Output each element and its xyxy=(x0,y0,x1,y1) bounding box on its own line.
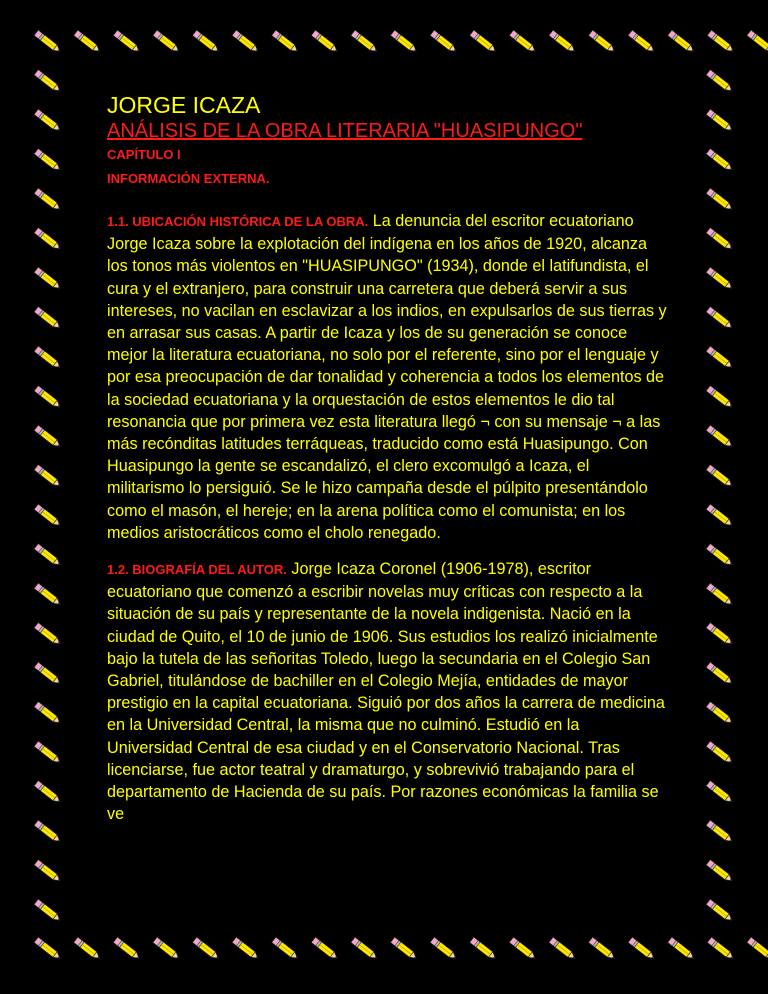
pencil-icon xyxy=(272,30,300,54)
pencil-icon xyxy=(706,820,734,844)
pencil-icon xyxy=(706,346,734,370)
pencil-icon xyxy=(34,307,62,331)
pencil-icon xyxy=(549,30,577,54)
pencil-icon xyxy=(74,30,102,54)
pencil-icon xyxy=(706,149,734,173)
pencil-icon xyxy=(706,425,734,449)
pencil-icon xyxy=(706,188,734,212)
pencil-icon xyxy=(706,228,734,252)
pencil-icon xyxy=(34,544,62,568)
pencil-icon xyxy=(34,30,62,54)
pencil-icon xyxy=(706,662,734,686)
pencil-icon xyxy=(34,386,62,410)
pencil-icon xyxy=(706,583,734,607)
pencil-icon xyxy=(34,188,62,212)
paragraph-heading: 1.1. UBICACIÓN HISTÓRICA DE LA OBRA. xyxy=(107,214,369,229)
pencil-icon xyxy=(34,504,62,528)
pencil-icon xyxy=(707,30,735,54)
pencil-icon xyxy=(351,937,379,961)
pencil-icon xyxy=(706,109,734,133)
pencil-icon xyxy=(34,662,62,686)
pencil-icon xyxy=(706,386,734,410)
pencil-icon xyxy=(34,149,62,173)
pencil-icon xyxy=(34,228,62,252)
pencil-icon xyxy=(390,30,418,54)
pencil-icon xyxy=(706,504,734,528)
pencil-icon xyxy=(706,860,734,884)
pencil-icon xyxy=(430,937,458,961)
pencil-icon xyxy=(628,30,656,54)
paragraph-heading: 1.2. BIOGRAFÍA DEL AUTOR. xyxy=(107,562,287,578)
pencil-icon xyxy=(706,623,734,647)
pencil-icon xyxy=(232,937,260,961)
pencil-icon xyxy=(470,30,498,54)
pencil-icon xyxy=(706,267,734,291)
pencil-icon xyxy=(390,937,418,961)
paragraph-ubicacion xyxy=(107,210,667,544)
pencil-icon xyxy=(34,425,62,449)
section-heading: INFORMACIÓN EXTERNA. xyxy=(107,171,270,186)
pencil-icon xyxy=(34,109,62,133)
pencil-icon xyxy=(509,30,537,54)
pencil-icon xyxy=(34,346,62,370)
pencil-icon xyxy=(113,937,141,961)
pencil-icon xyxy=(34,781,62,805)
pencil-icon xyxy=(34,899,62,923)
document-subtitle: ANÁLISIS DE LA OBRA LITERARIA "HUASIPUNGO" xyxy=(107,120,583,142)
pencil-icon xyxy=(706,465,734,489)
pencil-icon xyxy=(706,781,734,805)
paragraph-text: Jorge Icaza Coronel (1906-1978), escritor ecuatoriano que comenzó a escribir novelas muy críticas con respecto a la situación de su país y representante de la novela indigenista. Nació en la ciudad de Quito, el 10 de junio de 1906. Sus estudios los realizó inicialmente bajo la tutela de las señoritas Toledo, luego la secundaria en el Colegio San Gabriel, titulándose de bachiller en el Colegio Mejía, entidades de mayor prestigio en la capital ecuatoriana. Siguió por dos años la carrera de medicina en la Universidad Central, la misma que no culminó. Estudió en la Universidad Central de esa ciudad y en el Conservatorio Nacional. Tras licenciarse, fue actor teatral y dramaturgo, y sobrevivió trabajando para el departamento de Hacienda de su país. Por razones económicas la familia se ve xyxy=(107,560,665,824)
pencil-icon xyxy=(34,583,62,607)
pencil-icon xyxy=(232,30,260,54)
pencil-icon xyxy=(628,937,656,961)
pencil-icon xyxy=(192,30,220,54)
pencil-icon xyxy=(588,30,616,54)
pencil-icon xyxy=(34,860,62,884)
pencil-icon xyxy=(706,741,734,765)
pencil-icon xyxy=(706,702,734,726)
pencil-icon xyxy=(192,937,220,961)
pencil-icon xyxy=(34,623,62,647)
pencil-icon xyxy=(706,544,734,568)
pencil-icon xyxy=(34,702,62,726)
pencil-icon xyxy=(707,937,735,961)
pencil-icon xyxy=(272,937,300,961)
pencil-icon xyxy=(351,30,379,54)
pencil-icon xyxy=(706,70,734,94)
pencil-icon xyxy=(74,937,102,961)
pencil-icon xyxy=(509,937,537,961)
pencil-icon xyxy=(668,937,696,961)
pencil-icon xyxy=(113,30,141,54)
pencil-icon xyxy=(34,820,62,844)
document-title: JORGE ICAZA xyxy=(107,92,261,118)
pencil-icon xyxy=(311,937,339,961)
pencil-icon xyxy=(34,465,62,489)
pencil-icon xyxy=(668,30,696,54)
pencil-icon xyxy=(747,30,768,54)
pencil-icon xyxy=(311,30,339,54)
pencil-icon xyxy=(34,70,62,94)
pencil-icon xyxy=(153,30,181,54)
document-body xyxy=(107,92,667,825)
pencil-icon xyxy=(706,307,734,331)
pencil-icon xyxy=(470,937,498,961)
paragraph-text: La denuncia del escritor ecuatoriano Jorge Icaza sobre la explotación del indígena en los años de 1920, alcanza los tonos más violentos en "HUASIPUNGO" (1934), donde el latifundista, el cura y el extranjero, para construir una carretera que deberá servir a sus intereses, no vacilan en esclavizar a los indios, en expulsarlos de sus tierras y en arrasar sus casas. A partir de Icaza y los de su generación se conoce mejor la literatura ecuatoriana, no solo por el referente, sino por el lenguaje y por esa preocupación de dar tonalidad y coherencia a todos los elementos de la sociedad ecuatoriana y la orquestación de estos elementos le dio tal resonancia que por primera vez esta literatura llegó ¬ con su mensaje ¬ a las más recónditas latitudes terráqueas, traducido como está Huasipungo. Con Huasipungo la gente se escandalizó, el clero excomulgó a Icaza, el militarismo lo persiguió. Se le hizo campaña desde el púlpito presentándolo como el masón, el hereje; en la arena política como el comunista; en los medios aristocráticos como el cholo renegado. xyxy=(107,212,667,542)
pencil-icon xyxy=(588,937,616,961)
pencil-icon xyxy=(549,937,577,961)
pencil-icon xyxy=(34,267,62,291)
pencil-icon xyxy=(34,741,62,765)
pencil-icon xyxy=(706,899,734,923)
pencil-icon xyxy=(153,937,181,961)
pencil-icon xyxy=(430,30,458,54)
chapter-heading: CAPÍTULO I xyxy=(107,147,181,162)
pencil-icon xyxy=(747,937,768,961)
pencil-icon xyxy=(34,937,62,961)
paragraph-biografia xyxy=(107,558,667,825)
